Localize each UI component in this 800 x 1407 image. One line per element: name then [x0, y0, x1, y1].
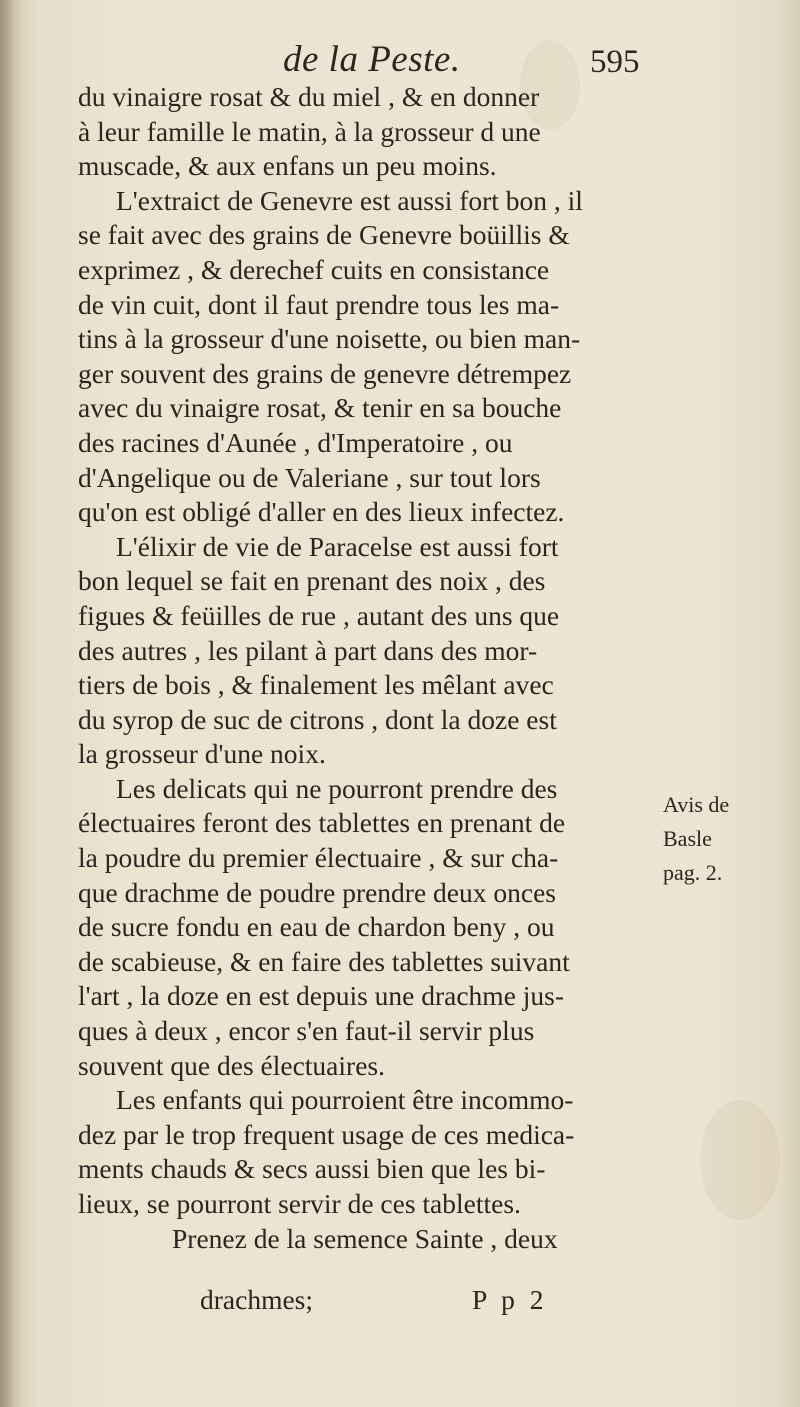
- text-line: ques à deux , encor s'en faut-il servir plus: [78, 1015, 535, 1047]
- text-line: figues & feüilles de rue , autant des uns que: [78, 599, 560, 631]
- text-line: la grosseur d'une noix.: [78, 738, 326, 770]
- text-line: l'art , la doze en est depuis une drachme jus-: [78, 980, 565, 1012]
- text-line: souvent que des électuaires.: [78, 1049, 385, 1081]
- margin-note: [663, 788, 773, 890]
- text-line: la poudre du premier électuaire , & sur cha-: [78, 842, 559, 874]
- text-line: d'Angelique ou de Valeriane , sur tout lors: [78, 461, 541, 493]
- page-footer: [200, 1284, 620, 1320]
- paper-stain: [700, 1100, 780, 1220]
- running-title: de la Peste.: [283, 39, 461, 80]
- body-text: [78, 80, 668, 1256]
- text-line: à leur famille le matin, à la grosseur d une: [78, 115, 541, 147]
- text-line: tiers de bois , & finalement les mêlant avec: [78, 669, 554, 701]
- text-line: ments chauds & secs aussi bien que les bi-: [78, 1153, 546, 1185]
- margin-note-line: Avis de: [663, 792, 730, 817]
- text-line: exprimez , & derechef cuits en consistance: [78, 253, 550, 285]
- paragraph-start-line: Les enfants qui pourroient être incommo-: [116, 1084, 574, 1116]
- text-line: que drachme de poudre prendre deux onces: [78, 876, 556, 908]
- text-line: lieux, se pourront servir de ces tablettes.: [78, 1188, 521, 1219]
- page-number: 595: [590, 44, 640, 80]
- text-line: se fait avec des grains de Genevre boüillis &: [78, 219, 570, 251]
- text-line: du vinaigre rosat & du miel , & en donner: [78, 81, 540, 112]
- text-line: dez par le trop frequent usage de ces medica-: [78, 1118, 575, 1150]
- text-line: avec du vinaigre rosat, & tenir en sa bouche: [78, 392, 562, 424]
- margin-note-line: pag. 2.: [663, 860, 723, 885]
- paragraph-start-line: L'élixir de vie de Paracelse est aussi fort: [116, 530, 559, 562]
- catchword: drachmes;: [200, 1284, 314, 1315]
- text-line: ger souvent des grains de genevre détrempez: [78, 357, 572, 389]
- signature-mark: P p 2: [472, 1284, 548, 1315]
- text-line: tins à la grosseur d'une noisette, ou bien man-: [78, 323, 581, 355]
- text-line: qu'on est obligé d'aller en des lieux infectez.: [78, 496, 565, 528]
- paragraph-start-line: L'extraict de Genevre est aussi fort bon , il: [116, 184, 583, 216]
- text-line: de scabieuse, & en faire des tablettes suivant: [78, 945, 570, 977]
- gutter-shadow: [0, 0, 22, 1407]
- margin-note-line: Basle: [663, 826, 712, 851]
- text-line: électuaires feront des tablettes en prenant de: [78, 807, 566, 839]
- paragraph-start-line: Les delicats qui ne pourront prendre des: [116, 772, 558, 804]
- recipe-line: Prenez de la semence Sainte , deux: [172, 1222, 558, 1254]
- text-line: de vin cuit, dont il faut prendre tous les ma-: [78, 288, 560, 320]
- text-line: des autres , les pilant à part dans des mor-: [78, 634, 538, 666]
- text-line: de sucre fondu en eau de chardon beny , ou: [78, 911, 555, 943]
- text-line: du syrop de suc de citrons , dont la doze est: [78, 703, 557, 735]
- text-line: des racines d'Aunée , d'Imperatoire , ou: [78, 426, 513, 458]
- text-line: bon lequel se fait en prenant des noix , des: [78, 565, 546, 597]
- text-line: muscade, & aux enfans un peu moins.: [78, 150, 497, 182]
